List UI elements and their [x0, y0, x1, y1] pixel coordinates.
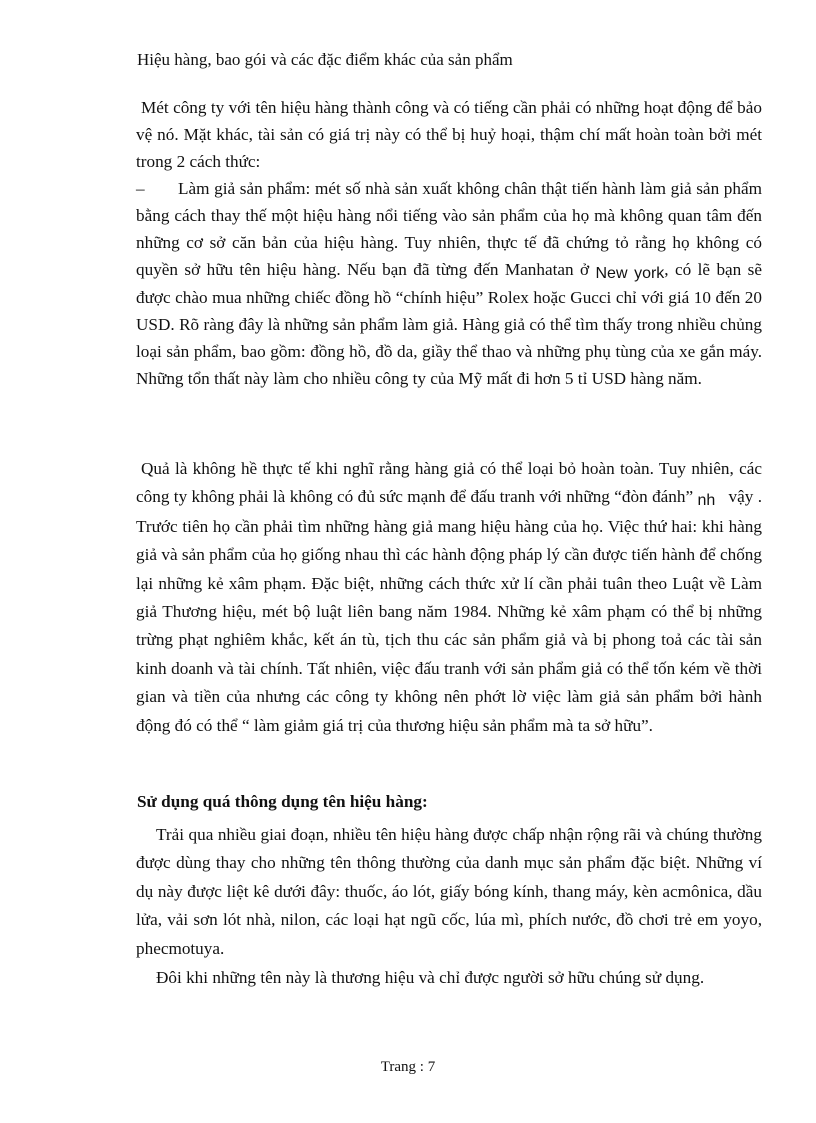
- section-fighting-counterfeit: [136, 455, 762, 740]
- place-name-new-york: New york: [595, 265, 665, 282]
- section-heading-overuse: Sử dụng quá thông dụng tên hiệu hàng:: [137, 792, 428, 811]
- counterfeit-text-part1: Làm giả sản phẩm: mét số nhà sản xuất không chân thật tiến hành làm giả sản phẩm bằng cách thay thế một hiệu hàng nổi tiếng vào sản phẩm của họ mà không quan tâm đến những cơ sở căn bản của hiệu hàng. Tuy nhiên, thực tế đã chứng tỏ rằng họ không có quyền sở hữu tên hiệu hàng. Nếu bạn đã từng đến Manhatan ở: [136, 179, 762, 279]
- fighting-text-part2: vậy . Trước tiên họ cần phải tìm những hàng giả mang hiệu hàng của họ. Việc thứ hai: khi hàng giả và sản phẩm của họ giống nhau thì các hành động pháp lý cần được tiến hành để chống lại những kẻ xâm phạm. Đặc biệt, những cách thức xử lí cần phải tuân theo Luật về Làm giả Thương hiệu, mét bộ luật liên bang năm 1984. Những kẻ xâm phạm có thể bị những trừng phạt nghiêm khắc, kết án tù, tịch thu các sản phẩm giả và bị phong toả các tài sản kinh doanh và tài chính. Tất nhiên, việc đấu tranh với sản phẩm giả có thể tốn kém về thời gian và tiền của nhưng các công ty không nên phớt lờ việc làm giả sản phẩm bởi hành động đó có thể “ làm giảm giá trị của thương hiệu sản phẩm mà ta sở hữu”.: [136, 487, 763, 735]
- section-overuse-body: [136, 821, 762, 963]
- fragment-text: nh: [697, 492, 716, 510]
- page-number: Trang : 7: [380, 1059, 436, 1075]
- page-header-title: Hiệu hàng, bao gói và các đặc điểm khác của sản phẩm: [137, 50, 513, 69]
- closing-paragraph: Đôi khi những tên này là thương hiệu và chỉ được người sở hữu chúng sử dụng.: [156, 968, 705, 987]
- section-counterfeit: [136, 94, 762, 392]
- fighting-text-part1: Quả là không hề thực tế khi nghĩ rằng hàng giả có thể loại bỏ hoàn toàn. Tuy nhiên, các công ty không phải là không có đủ sức mạnh để đấu tranh với những “đòn đánh”: [136, 459, 762, 507]
- intro-paragraph: Mét công ty với tên hiệu hàng thành công và có tiếng cần phải có những hoạt động để bảo vệ nó. Mặt khác, tài sản có giá trị này có thể bị huỷ hoại, thậm chí mất hoàn toàn bởi mét trong 2 cách thức:: [136, 98, 762, 171]
- counterfeit-text-part2: , có lẽ bạn sẽ được chào mua những chiếc đồng hồ “chính hiệu” Rolex hoặc Gucci chỉ với giá 10 đến 20 USD. Rõ ràng đây là những sản phẩm làm giả. Hàng giả có thể tìm thấy trong nhiều chủng loại sản phẩm, bao gồm: đồng hồ, đồ da, giầy thể thao và những phụ tùng của xe gắn máy. Những tổn thất này làm cho nhiều công ty của Mỹ mất đi hơn 5 tỉ USD hàng năm.: [136, 260, 762, 388]
- overuse-paragraph: Trải qua nhiều giai đoạn, nhiều tên hiệu hàng được chấp nhận rộng rãi và chúng thường được dùng thay cho những tên thông thường của danh mục sản phẩm đặc biệt. Những ví dụ này được liệt kê dưới đây: thuốc, áo lót, giấy bóng kính, thang máy, kèn acmônica, dầu lửa, vải sơn lót nhà, nilon, các loại hạt ngũ cốc, lúa mì, phích nước, đồ chơi trẻ em yoyo, phecmotuya.: [136, 825, 762, 958]
- counterfeit-list-item: [136, 175, 762, 392]
- dash-bullet: –: [136, 179, 145, 198]
- fighting-paragraph: [136, 455, 762, 740]
- section-overuse-closing: [136, 963, 762, 993]
